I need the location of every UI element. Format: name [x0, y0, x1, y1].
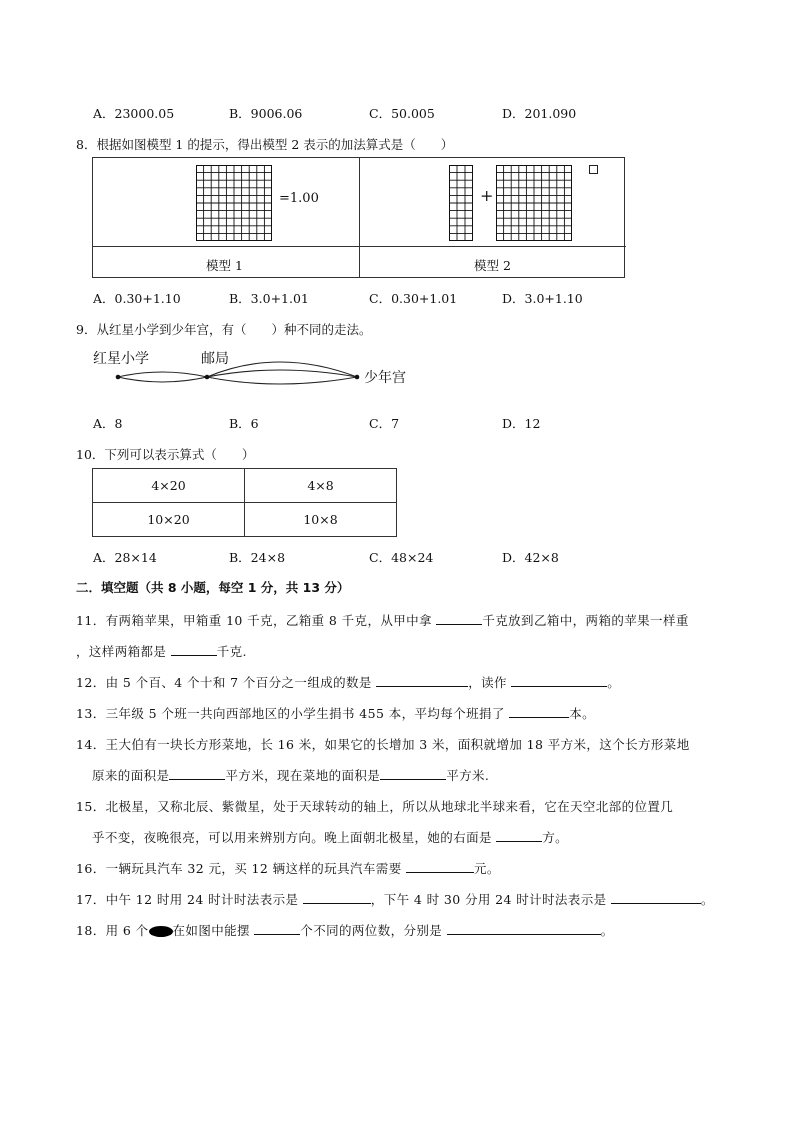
- black-bead-icon: [149, 926, 173, 937]
- q9-option-c: C．7: [369, 416, 400, 431]
- q9-option-b: B．6: [229, 416, 259, 431]
- q17-line: 17．中午 12 时用 24 时计时法表示是 ，下午 4 时 30 分用 24 时计时法表示是 。: [76, 892, 714, 907]
- label-hongxing-school: 红星小学: [93, 351, 149, 367]
- q12-line: 12．由 5 个百、4 个十和 7 个百分之一组成的数是 ，读作 。: [76, 675, 621, 690]
- model2-label: 模型 2: [474, 258, 511, 273]
- plus-sign: +: [480, 186, 494, 205]
- q8-stem: 8．根据如图模型 1 的提示，得出模型 2 表示的加法算式是（ ）: [76, 137, 454, 152]
- section-heading-fill-in: 二．填空题（共 8 小题，每空 1 分，共 13 分）: [76, 580, 350, 595]
- label-youth-palace: 少年宫: [364, 370, 406, 386]
- q17-blank-2[interactable]: [611, 891, 701, 904]
- q10-stem: 10．下列可以表示算式（ ）: [76, 447, 255, 462]
- q18-blank-2[interactable]: [447, 922, 601, 935]
- q15-line1: 15．北极星，又称北辰、紫微星，处于天球转动的轴上，所以从地球北半球来看，它在天空北部的位置几: [76, 799, 674, 814]
- q9-route-figure: [90, 344, 420, 390]
- equals-one-label: =1.00: [279, 191, 319, 206]
- q11-blank-1[interactable]: [436, 612, 482, 625]
- q11-blank-2[interactable]: [171, 643, 217, 656]
- cell-4x20: 4×20: [93, 469, 245, 503]
- q8-option-d: D．3.0+1.10: [502, 291, 583, 306]
- q10-option-c: C．48×24: [369, 550, 434, 565]
- q10-multiplication-table: [92, 468, 397, 537]
- q18-blank-1[interactable]: [254, 922, 300, 935]
- q10-option-a: A．28×14: [93, 550, 157, 565]
- q11-line2: ，这样两箱都是 千克.: [76, 644, 247, 659]
- q9-option-a: A．8: [93, 416, 123, 431]
- q10-option-d: D．42×8: [502, 550, 559, 565]
- q14-line1: 14．王大伯有一块长方形菜地，长 16 米，如果它的长增加 3 米，面积就增加 18 平方米，这个长方形菜地: [76, 737, 690, 752]
- q14-line2: 原来的面积是 平方米，现在菜地的面积是 平方米.: [92, 768, 490, 783]
- model2-tenth-strips: [449, 165, 473, 241]
- q16-blank[interactable]: [406, 860, 474, 873]
- q9-option-d: D．12: [502, 416, 541, 431]
- model2-hundred-grid: [496, 165, 572, 241]
- cell-10x8: 10×8: [245, 503, 397, 537]
- q14-blank-1[interactable]: [169, 767, 225, 780]
- q15-line2: 乎不变，夜晚很亮，可以用来辨别方向。晚上面朝北极星，她的右面是 方。: [92, 830, 569, 845]
- q18-line: 18．用 6 个 在如图中能摆 个不同的两位数，分别是 。: [76, 923, 614, 938]
- q7-option-b: B．9006.06: [229, 106, 303, 121]
- model1-label: 模型 1: [206, 258, 243, 273]
- q7-option-a: A．23000.05: [93, 106, 175, 121]
- q10-option-b: B．24×8: [229, 550, 286, 565]
- cell-4x8: 4×8: [245, 469, 397, 503]
- q9-stem: 9．从红星小学到少年宫，有（ ）种不同的走法。: [76, 322, 372, 337]
- q12-blank-2[interactable]: [511, 674, 607, 687]
- q7-option-d: D．201.090: [502, 106, 577, 121]
- model2-small-square: [589, 165, 598, 174]
- q13-blank[interactable]: [509, 705, 569, 718]
- q8-option-c: C．0.30+1.01: [369, 291, 458, 306]
- q15-blank[interactable]: [496, 829, 542, 842]
- model1-hundred-grid: [196, 165, 272, 241]
- cell-10x20: 10×20: [93, 503, 245, 537]
- q17-blank-1[interactable]: [303, 891, 371, 904]
- q13-line: 13．三年级 5 个班一共向西部地区的小学生捐书 455 本，平均每个班捐了 本。: [76, 706, 595, 721]
- route-lines: [90, 344, 420, 390]
- q11-line1: 11．有两箱苹果，甲箱重 10 千克，乙箱重 8 千克，从甲中拿 千克放到乙箱中，两箱的苹果一样重: [76, 613, 689, 628]
- q16-line: 16．一辆玩具汽车 32 元，买 12 辆这样的玩具汽车需要 元。: [76, 861, 500, 876]
- q8-figure-table: [92, 157, 625, 278]
- q14-blank-2[interactable]: [380, 767, 446, 780]
- label-post-office: 邮局: [201, 351, 229, 367]
- q7-option-c: C．50.005: [369, 106, 435, 121]
- q12-blank-1[interactable]: [376, 674, 468, 687]
- q8-option-a: A．0.30+1.10: [93, 291, 181, 306]
- q8-option-b: B．3.0+1.01: [229, 291, 309, 306]
